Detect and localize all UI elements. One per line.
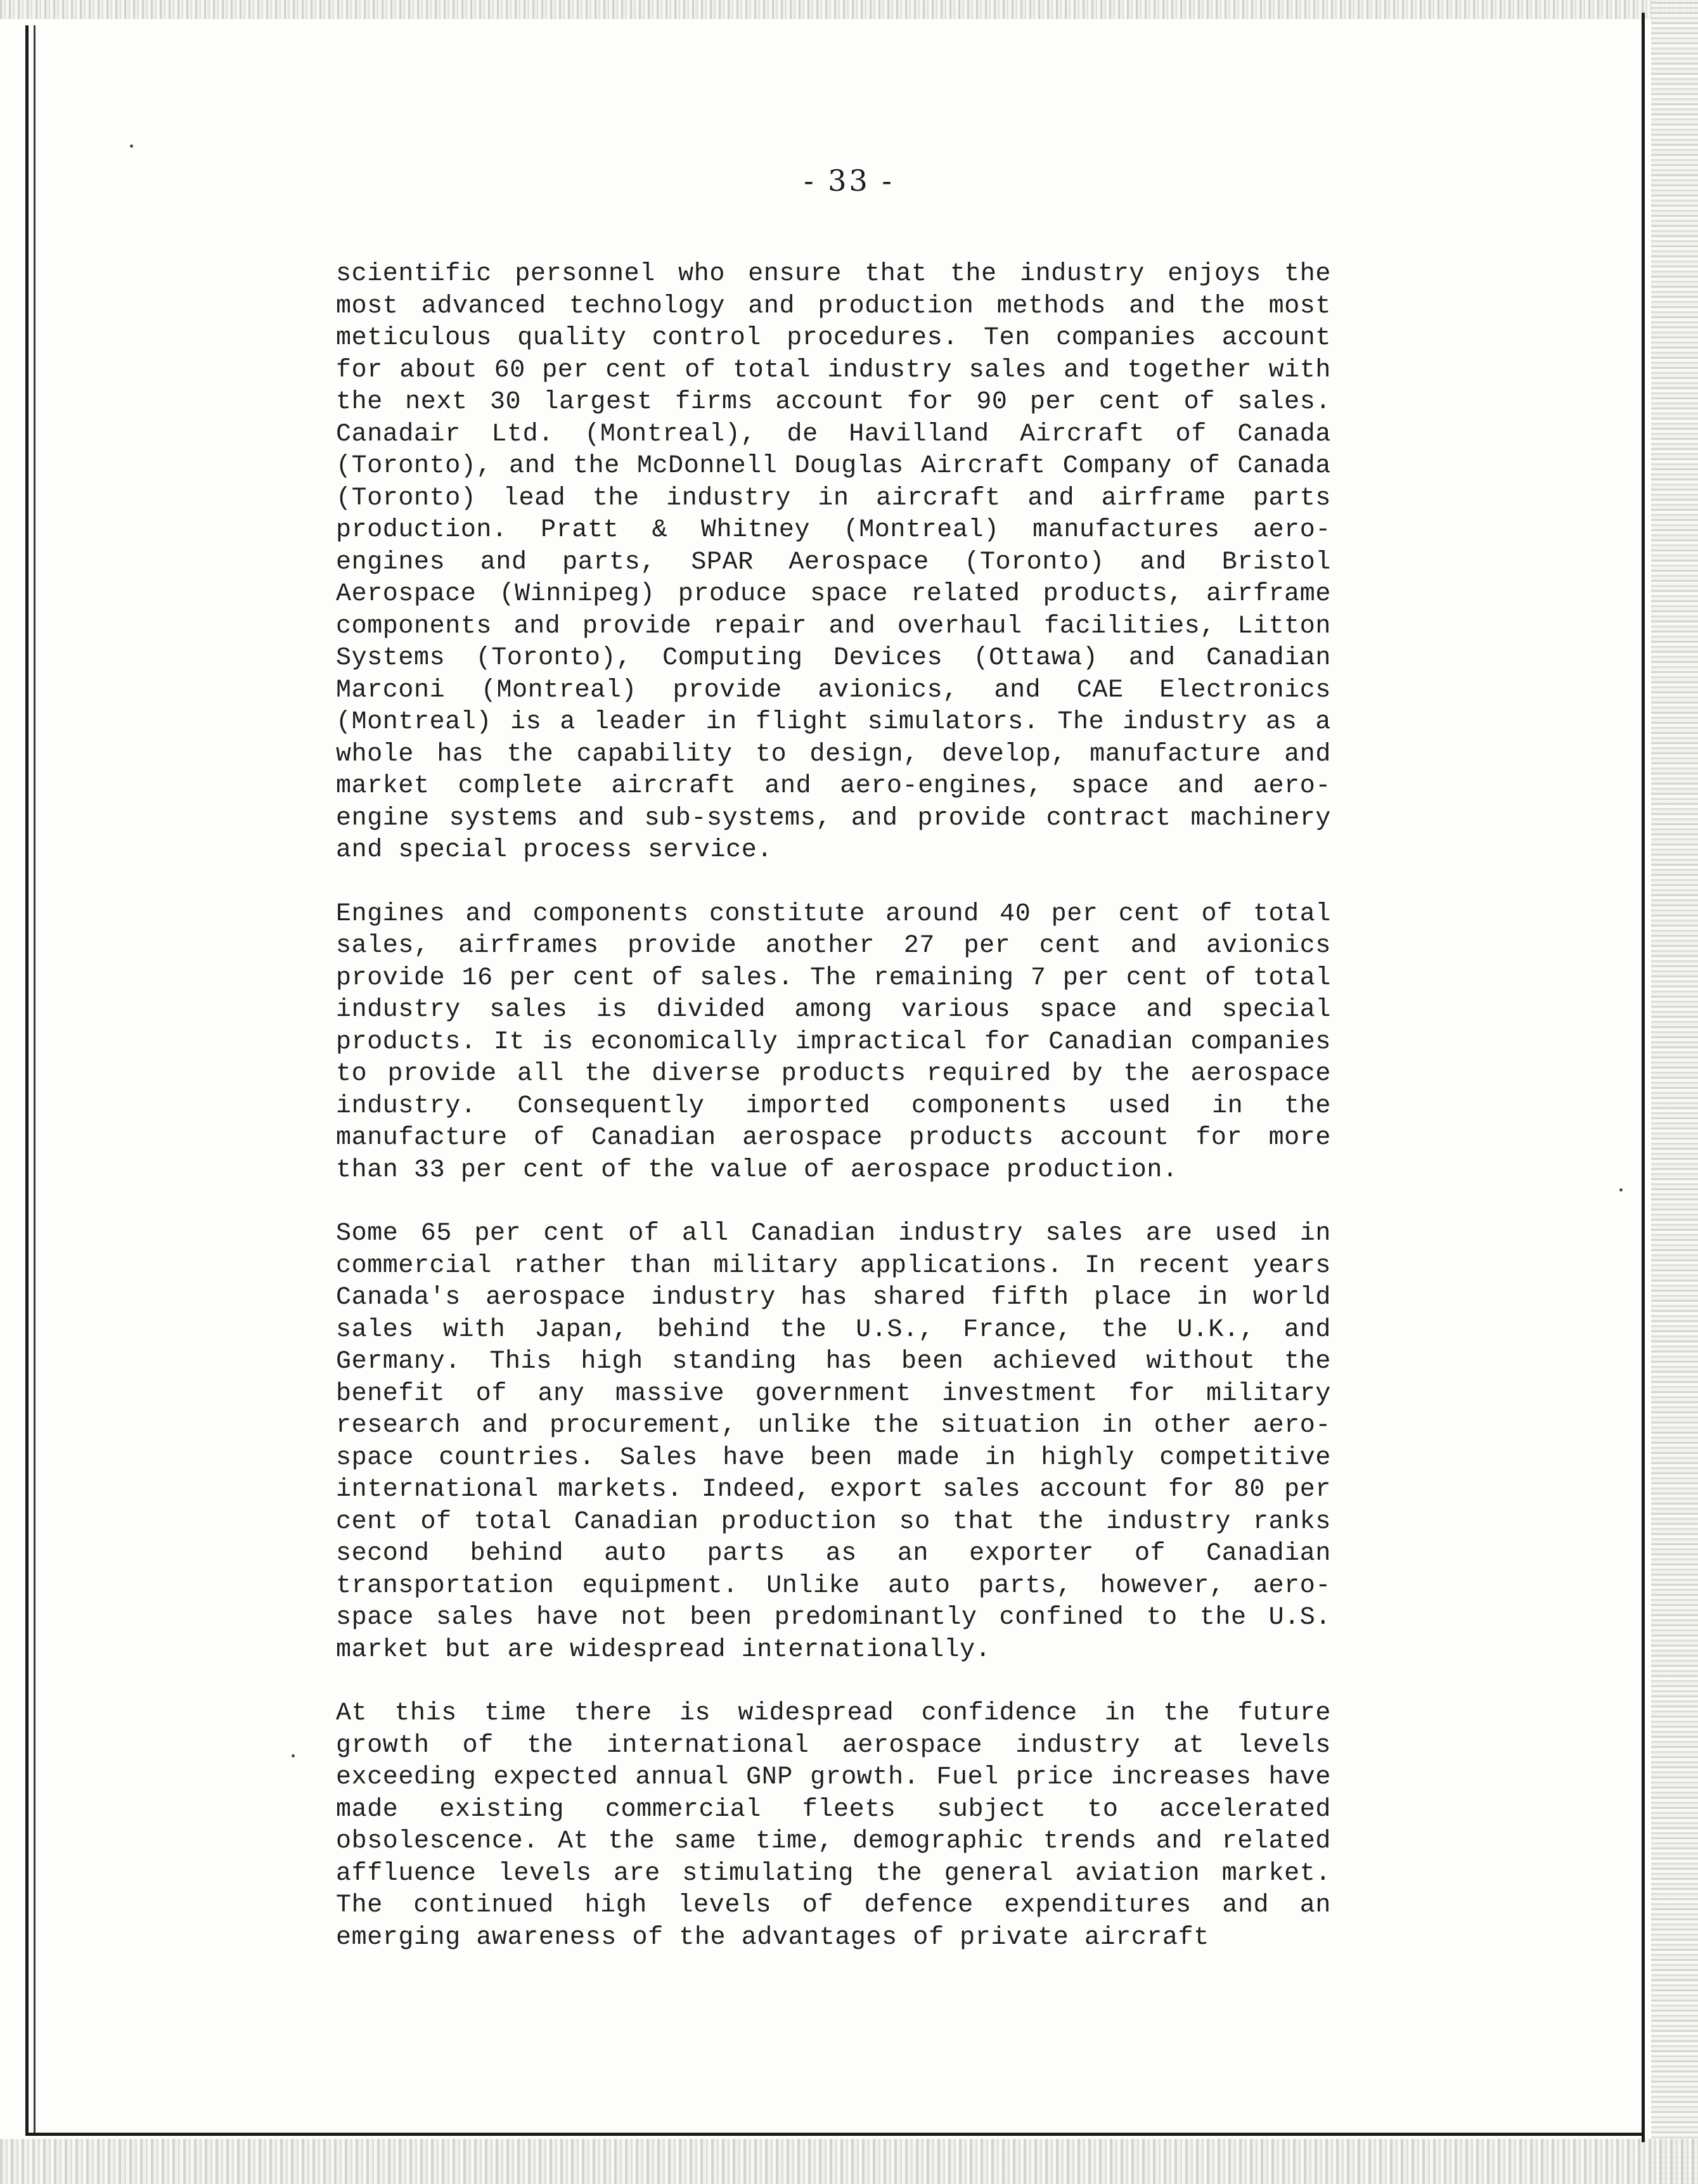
paragraph: Engines and components constitute around 40 per cent of total sales, airframes provide another 27 per cent and avionics provide 16 per cent of sales. The remaining 7 per cent of total industry sales is divided among various space and special products. It is economically impractical for Canadian companies to provide all the diverse products required by the aerospace industry. Consequently imported components used in the manufacture of Canadian aerospace products account for more than 33 per cent of the value of aerospace production. [336, 899, 1331, 1185]
paragraph: scientific personnel who ensure that the industry enjoys the most advanced technology and production methods and the most meticulous quality control procedures. Ten companies account for about 60 per cent of total industry sales and together with the next 30 largest firms account for 90 per cent of sales. Canadair Ltd. (Montreal), de Havilland Aircraft of Canada (Toronto), and the McDonnell Douglas Aircraft Company of Canada (Toronto) lead the industry in aircraft and airframe parts production. Pratt & Whitney (Montreal) manufactures aero-engines and parts, SPAR Aerospace (Toronto) and Bristol Aerospace (Winnipeg) produce space related products, airframe components and provide repair and overhaul facilities, Litton Systems (Toronto), Computing Devices (Ottawa) and Canadian Marconi (Montreal) provide avionics, and CAE Electronics (Montreal) is a leader in flight simulators. The industry as a whole has the capability to design, develop, manufacture and market complete aircraft and aero-engines, space and aero-engine systems and sub-systems, and provide contract machinery and special process service. [336, 260, 1331, 864]
paragraph: At this time there is widespread confidence in the future growth of the international aerospace industry at levels exceeding expected annual GNP growth. Fuel price increases have made existing commercial fleets subject to accelerated obsolescence. At the same time, demographic trends and related affluence levels are stimulating the general aviation market. The continued high levels of defence expenditures and an emerging awareness of the advantages of private aircraft [336, 1699, 1331, 1952]
paragraph: Some 65 per cent of all Canadian industry sales are used in commercial rather than military applications. In recent years Canada's aerospace industry has shared fifth place in world sales with Japan, behind the U.S., France, the U.K., and Germany. This high standing has been achieved without the benefit of any massive government investment for military research and procurement, unlike the situation in other aero-space countries. Sales have been made in highly competitive international markets. Indeed, export sales account for 80 per cent of total Canadian production so that the industry ranks second behind auto parts as an exporter of Canadian transportation equipment. Unlike auto parts, however, aero-space sales have not been predominantly confined to the U.S. market but are widespread internationally. [336, 1219, 1331, 1664]
page-border-left [25, 25, 35, 2136]
body-text [336, 259, 1331, 1986]
scan-edge-top [0, 0, 1698, 19]
scan-speck [130, 145, 133, 148]
scan-edge-bottom [0, 2139, 1698, 2184]
scan-speck [292, 1754, 295, 1757]
page-number: - 33 - [804, 164, 894, 198]
page-border-right [1642, 13, 1649, 2142]
page-border-bottom [25, 2133, 1645, 2140]
scan-speck [1619, 1188, 1623, 1192]
scan-edge-right [1651, 0, 1698, 2184]
